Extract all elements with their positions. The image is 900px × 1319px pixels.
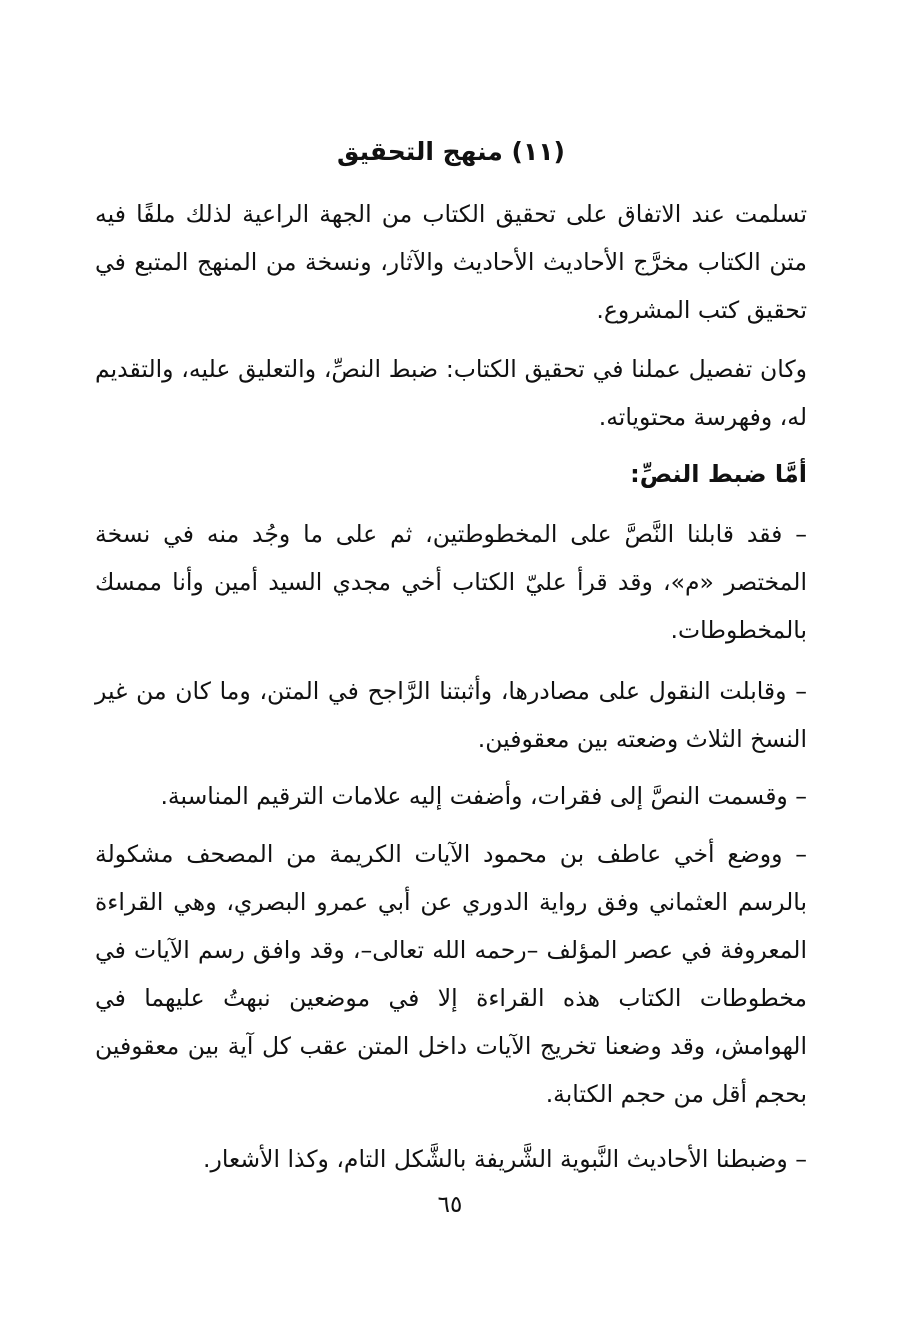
paragraph-divisions: – وقسمت النصَّ إلى فقرات، وأضفت إليه علامات الترقيم المناسبة. (160, 782, 807, 810)
subheading-text-control: أمَّا ضبط النصِّ: (630, 460, 807, 488)
paragraph-collation: – فقد قابلنا النَّصَّ على المخطوطتين، ثم على ما وجُد منه في نسخة المختصر «م»، وقد قرأ عليّ الكتاب أخي مجدي السيد أمين وأنا ممسك بالمخطوطات. (95, 520, 807, 644)
paragraph-quran-verses: – ووضع أخي عاطف بن محمود الآيات الكريمة من المصحف مشكولة بالرسم العثماني وفق رواية الدوري عن أبي عمرو البصري، وهي القراءة المعروفة في عصر المؤلف –رحمه الله تعالى–، وقد وافق رسم الآيات في مخطوطات الكتاب هذه القراءة إلا في موضعين نبهتُ عليهما في الهوامش، وقد وضعنا تخريج الآيات داخل المتن عقب كل آية بين معقوفين بحجم أقل من حجم الكتابة. (95, 840, 807, 1108)
page-number: ٦٥ (437, 1192, 463, 1218)
paragraph-citations: – وقابلت النقول على مصادرها، وأثبتنا الرَّاجح في المتن، وما كان من غير النسخ الثلاث وضعته بين معقوفين. (95, 677, 807, 753)
paragraph-intro: تسلمت عند الاتفاق على تحقيق الكتاب من الجهة الراعية لذلك ملفًا فيه متن الكتاب مخرَّج الأحاديث الأحاديث والآثار، ونسخة من المنهج المتبع في تحقيق كتب المشروع. (95, 200, 807, 324)
paragraph-work-outline: وكان تفصيل عملنا في تحقيق الكتاب: ضبط النصِّ، والتعليق عليه، والتقديم له، وفهرسة محتوياته. (95, 355, 807, 431)
paragraph-hadith-vowelling: – وضبطنا الأحاديث النَّبوية الشَّريفة بالشَّكل التام، وكذا الأشعار. (203, 1145, 807, 1173)
section-title: (١١) منهج التحقيق (337, 137, 565, 166)
